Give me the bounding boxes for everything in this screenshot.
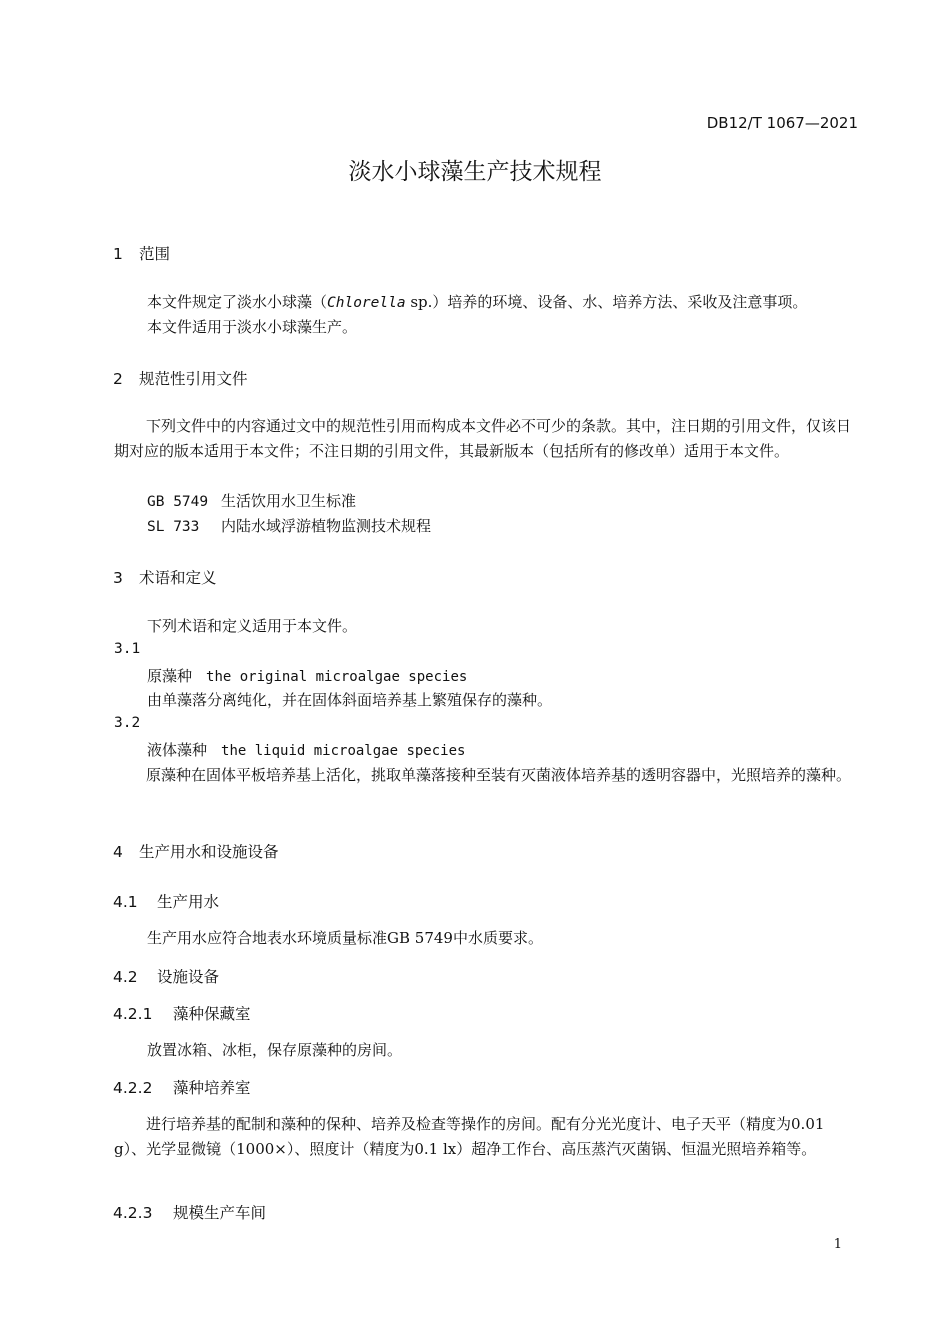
reference-item xyxy=(147,490,356,511)
section-2-heading xyxy=(113,367,248,389)
section-title: 生产用水 xyxy=(157,893,220,911)
section-1-heading xyxy=(113,242,170,264)
term-en: the liquid microalgae species xyxy=(221,743,466,759)
latin-name: Chlorella xyxy=(327,295,406,311)
reference-code: SL 733 xyxy=(147,519,200,535)
production-water-paragraph: 生产用水应符合地表水环境质量标准GB 5749中水质要求。 xyxy=(147,929,543,947)
reference-code: GB 5749 xyxy=(147,494,209,510)
term-zh: 原藻种 xyxy=(147,667,193,685)
document-title: 淡水小球藻生产技术规程 xyxy=(348,159,602,185)
term-definition: 原藻种在固体平板培养基上活化，挑取单藻落接种至装有灭菌液体培养基的透明容器中，光照培养的藻种。 xyxy=(146,766,852,784)
subsection-4-2-heading xyxy=(113,965,219,987)
standard-number: DB12/T 1067—2021 xyxy=(706,114,858,132)
term-definition: 由单藻落分离纯化，并在固体斜面培养基上繁殖保存的藻种。 xyxy=(147,691,553,709)
term-number: 3.2 xyxy=(114,715,141,731)
section-4-heading xyxy=(113,840,279,862)
section-number: 4.1 xyxy=(113,893,138,911)
term-entry xyxy=(147,665,467,686)
storage-room-paragraph: 放置冰箱、冰柜，保存原藻种的房间。 xyxy=(147,1041,403,1059)
reference-name: 生活饮用水卫生标准 xyxy=(221,492,357,510)
section-title: 规模生产车间 xyxy=(173,1204,267,1222)
term-number: 3.1 xyxy=(114,641,141,657)
section-title: 规范性引用文件 xyxy=(139,370,248,388)
subsection-4-2-2-heading xyxy=(113,1076,251,1098)
section-number: 1 xyxy=(113,245,123,263)
reference-name: 内陆水域浮游植物监测技术规程 xyxy=(221,517,432,535)
section-number: 4.2.3 xyxy=(113,1204,153,1222)
reference-item xyxy=(147,515,431,536)
culture-room-paragraph: 进行培养基的配制和藻种的保种、培养及检查等操作的房间。配有分光光度计、电子天平（精度为0.01 g）、光学显微镜（1000×）、照度计（精度为0.1 lx）超净工作台、高压蒸汽灭菌锅、恒温光照培养箱等。 xyxy=(114,1115,825,1158)
section-number: 4.2.1 xyxy=(113,1005,153,1023)
section-number: 2 xyxy=(113,370,123,388)
section-title: 范围 xyxy=(139,245,171,263)
normative-references-paragraph: 下列文件中的内容通过文中的规范性引用而构成本文件必不可少的条款。其中，注日期的引用文件，仅该日期对应的版本适用于本文件；不注日期的引用文件，其最新版本（包括所有的修改单）适用于本文件。 xyxy=(114,417,852,460)
subsection-4-2-1-heading xyxy=(113,1002,251,1024)
section-title: 术语和定义 xyxy=(139,569,217,587)
section-number: 4.2 xyxy=(113,968,138,986)
section-3-heading xyxy=(113,566,217,588)
section-title: 生产用水和设施设备 xyxy=(139,843,279,861)
term-zh: 液体藻种 xyxy=(147,741,208,759)
section-title: 藻种保藏室 xyxy=(173,1005,251,1023)
scope-paragraph-2: 本文件适用于淡水小球藻生产。 xyxy=(147,318,358,336)
section-number: 4.2.2 xyxy=(113,1079,153,1097)
subsection-4-1-heading xyxy=(113,890,219,912)
section-title: 设施设备 xyxy=(157,968,220,986)
terms-intro: 下列术语和定义适用于本文件。 xyxy=(147,617,358,635)
term-en: the original microalgae species xyxy=(206,669,468,685)
text-span: sp.）培养的环境、设备、水、培养方法、采收及注意事项。 xyxy=(405,293,808,311)
scope-paragraph-1 xyxy=(147,291,807,312)
text-span: 本文件规定了淡水小球藻（ xyxy=(147,293,328,311)
section-number: 3 xyxy=(113,569,123,587)
subsection-4-2-3-heading xyxy=(113,1201,266,1223)
page-number: 1 xyxy=(833,1237,842,1252)
term-entry xyxy=(147,739,465,760)
section-title: 藻种培养室 xyxy=(173,1079,251,1097)
section-number: 4 xyxy=(113,843,123,861)
